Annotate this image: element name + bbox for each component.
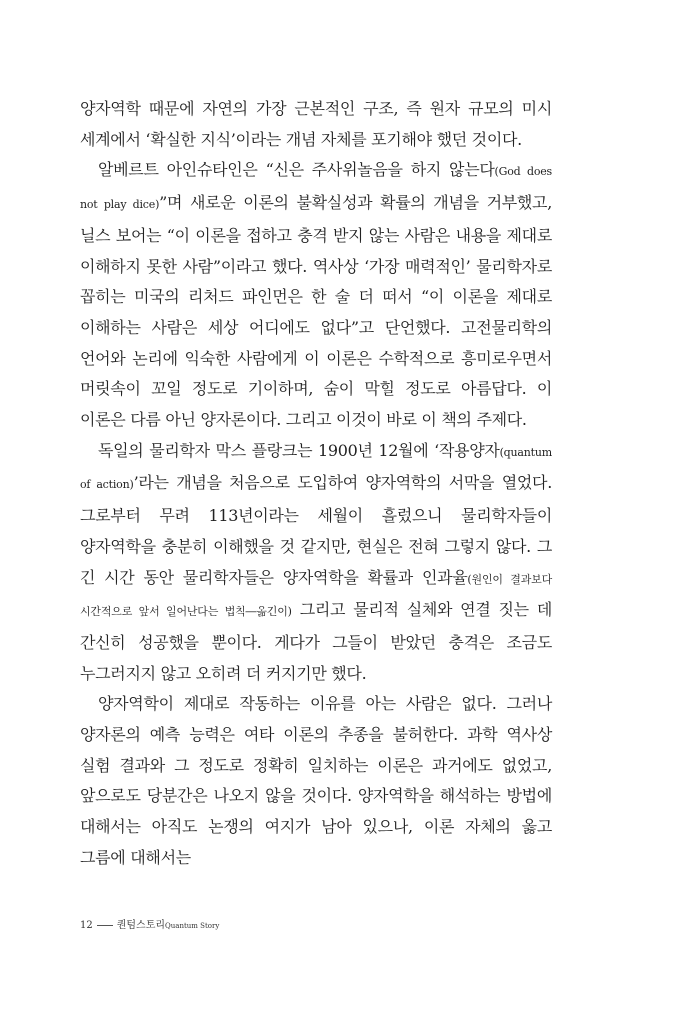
page-footer: [80, 916, 219, 931]
body-text: [80, 94, 552, 874]
paragraph-text: 양자역학 때문에 자연의 가장 근본적인 구조, 즉 원자 규모의 미시 세계에서 ‘확실한 지식’이라는 개념 자체를 포기해야 했던 것이다.: [80, 99, 552, 149]
paragraph: [80, 689, 552, 873]
book-title: 퀀텀스토리: [116, 920, 166, 931]
paragraph: [80, 94, 552, 155]
paragraph-text: 독일의 물리학자 막스 플랑크는 1900년 12월에 ‘작용양자: [98, 440, 500, 460]
inline-annotation: (원인이 결과보다 시간적으로 앞서 일어난다는 법칙―옮긴이): [80, 572, 553, 619]
paragraph-text: 알베르트 아인슈타인은 “신은 주사위놀음을 하지 않는다: [98, 160, 495, 180]
paragraph-text: ’라는 개념을 처음으로 도입하여 양자역학의 서막을 열었다. 그로부터 무려 113년이라는 세월이 흘렀으니 물리학자들이 양자역학을 충분히 이해했을 것 같지만, 현실은 전혀 그렇지 않다. 그 긴 시간 동안 물리학자들은 양자역학을 확률과 인과율: [80, 473, 552, 587]
footer-dash: [97, 925, 113, 926]
book-subtitle: Quantum Story: [165, 922, 220, 930]
paragraph: [80, 155, 552, 435]
paragraph-text: 그리고 물리적 실체와 연결 짓는 데 간신히 성공했을 뿐이다. 게다가 그들이 받았던 충격은 조금도 누그러지지 않고 오히려 더 커지기만 했다.: [80, 600, 552, 683]
inline-annotation: (quantum of action): [80, 445, 552, 492]
paragraph-text: 양자역학이 제대로 작동하는 이유를 아는 사람은 없다. 그러나 양자론의 예측 능력은 여타 이론의 추종을 불허한다. 과학 역사상 실험 결과와 그 정도로 정확히 일치하는 이론은 과거에도 없었고, 앞으로도 당분간은 나오지 않을 것이다. 양자역학을 해석하는 방법에 대해서는 아직도 논쟁의 여지가 남아 있으나, 이론 자체의 옳고 그름에 대해서는: [80, 694, 552, 867]
inline-annotation: (God does not play dice): [80, 165, 552, 212]
paragraph: [80, 436, 552, 690]
paragraph-text: ”며 새로운 이론의 불확실성과 확률의 개념을 거부했고, 닐스 보어는 “이 이론을 접하고 충격 받지 않는 사람은 내용을 제대로 이해하지 못한 사람”이라고 했다. 역사상 ‘가장 매력적인’ 물리학자로 꼽히는 미국의 리처드 파인먼은 한 술 더 떠서 “이 이론을 제대로 이해하는 사람은 세상 어디에도 없다”고 단언했다. 고전물리학의 언어와 논리에 익숙한 사람에게 이 이론은 수학적으로 흥미로우면서 머릿속이 꼬일 정도로 기이하며, 숨이 막힐 정도로 아름답다. 이 이론은 다름 아닌 양자론이다. 그리고 이것이 바로 이 책의 주제다.: [80, 193, 552, 430]
page-number: 12: [80, 920, 93, 931]
